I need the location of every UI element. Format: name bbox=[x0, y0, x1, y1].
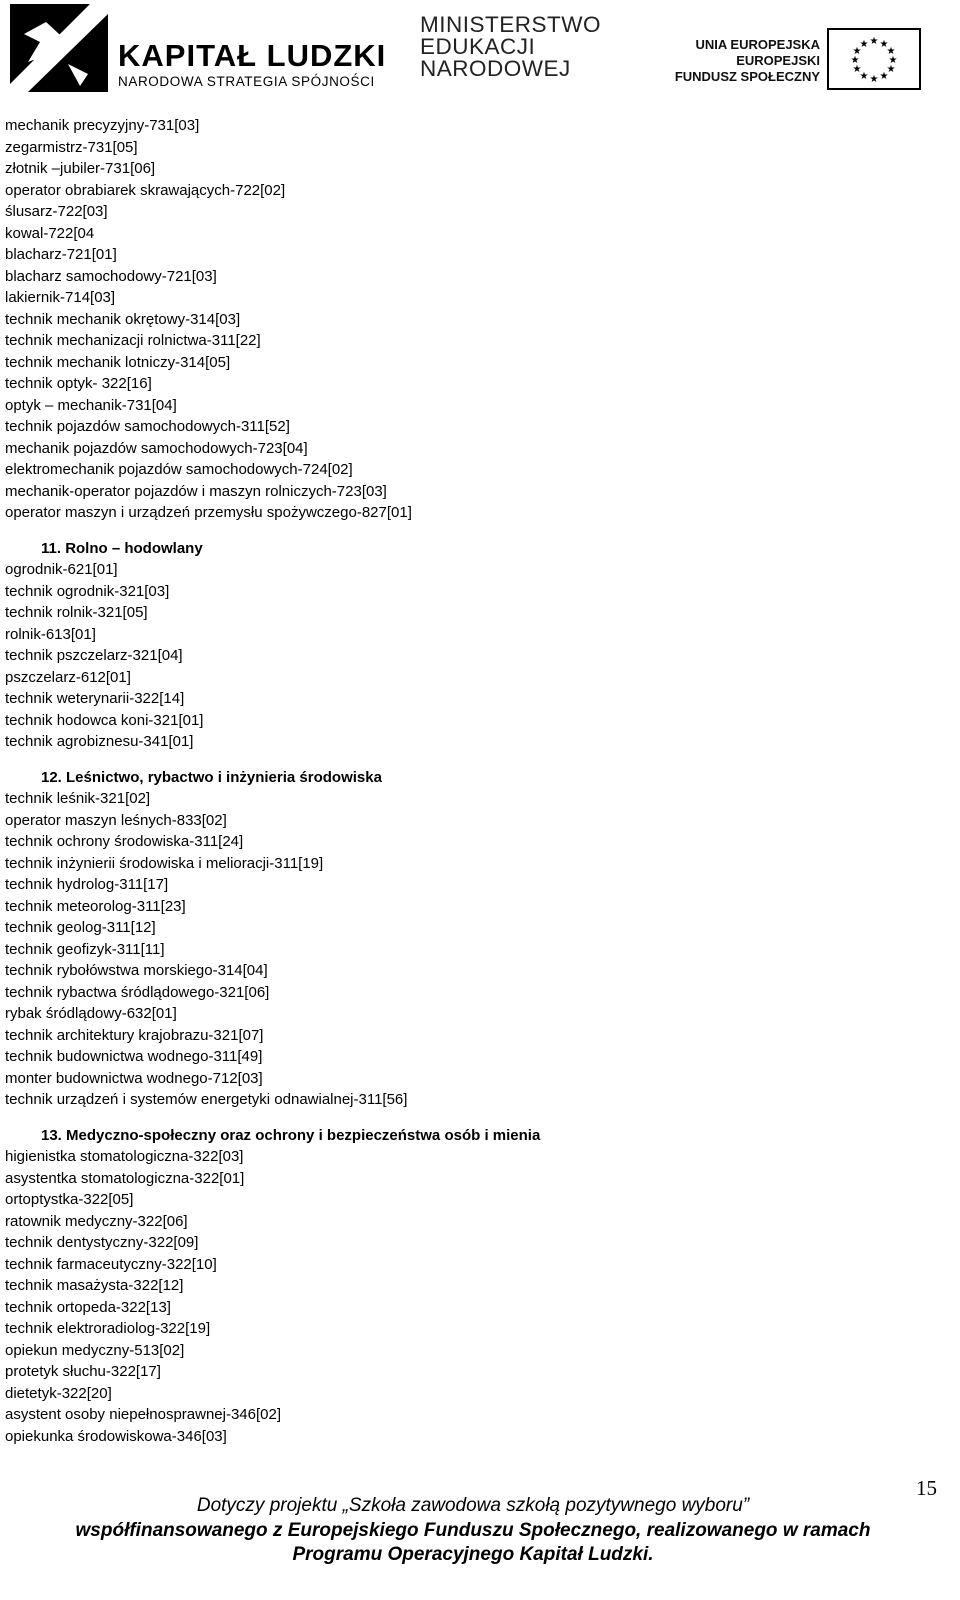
profession-item: technik dentystyczny-322[09] bbox=[5, 1234, 199, 1251]
ministry-logo bbox=[420, 14, 610, 80]
profession-item: technik meteorolog-311[23] bbox=[5, 897, 186, 915]
section-gap bbox=[5, 524, 905, 538]
kapital-ludzki-subtitle: NARODOWA STRATEGIA SPÓJNOŚCI bbox=[118, 74, 375, 89]
ministry-line: MINISTERSTWO bbox=[420, 12, 601, 37]
profession-item: technik rybołówstwa morskiego-314[04] bbox=[5, 962, 268, 979]
profession-item: technik inżynierii środowiska i melioracji-311[19] bbox=[5, 854, 324, 872]
section-heading: 11. Rolno – hodowlany bbox=[41, 539, 203, 557]
profession-item: mechanik pojazdów samochodowych-723[04] bbox=[5, 439, 308, 457]
profession-item: lakiernik-714[03] bbox=[5, 289, 116, 306]
svg-text:★: ★ bbox=[886, 46, 896, 57]
eu-line: FUNDUSZ SPOŁECZNY bbox=[674, 69, 820, 84]
profession-item: operator maszyn leśnych-833[02] bbox=[5, 811, 227, 829]
profession-item: technik architektury krajobrazu-321[07] bbox=[5, 1026, 264, 1044]
profession-item: ślusarz-722[03] bbox=[5, 203, 108, 220]
profession-item: technik leśnik-321[02] bbox=[5, 790, 151, 807]
svg-text:★: ★ bbox=[852, 46, 862, 57]
profession-item: technik urządzeń i systemów energetyki odnawialnej-311[56] bbox=[5, 1091, 408, 1108]
eu-line: UNIA EUROPEJSKA bbox=[695, 37, 820, 52]
profession-item: technik rybactwa śródlądowego-321[06] bbox=[5, 983, 270, 1001]
svg-text:★: ★ bbox=[879, 71, 889, 82]
profession-item: blacharz samochodowy-721[03] bbox=[5, 267, 217, 285]
profession-item: technik weterynarii-322[14] bbox=[5, 690, 185, 707]
footer-program-line: Programu Operacyjnego Kapitał Ludzki. bbox=[292, 1544, 654, 1565]
profession-item: technik pojazdów samochodowych-311[52] bbox=[5, 418, 290, 435]
profession-item: technik pszczelarz-321[04] bbox=[5, 647, 183, 664]
profession-item: technik ogrodnik-321[03] bbox=[5, 582, 170, 600]
svg-text:★: ★ bbox=[886, 64, 896, 75]
profession-item: rybak śródlądowy-632[01] bbox=[5, 1005, 177, 1022]
eu-flag-icon bbox=[827, 28, 921, 90]
profession-item: asystentka stomatologiczna-322[01] bbox=[5, 1169, 245, 1187]
profession-item: technik mechanik lotniczy-314[05] bbox=[5, 353, 231, 371]
profession-item: ogrodnik-621[01] bbox=[5, 561, 118, 578]
profession-item: technik farmaceutyczny-322[10] bbox=[5, 1255, 217, 1273]
svg-text:★: ★ bbox=[852, 64, 862, 75]
svg-text:★: ★ bbox=[869, 36, 879, 47]
profession-item: technik optyk- 322[16] bbox=[5, 375, 152, 392]
svg-text:★: ★ bbox=[888, 55, 898, 66]
svg-text:★: ★ bbox=[859, 39, 869, 50]
eu-logo-text bbox=[660, 37, 820, 85]
profession-item: technik mechanik okrętowy-314[03] bbox=[5, 310, 241, 328]
page-header bbox=[0, 0, 960, 110]
svg-text:★: ★ bbox=[869, 74, 879, 85]
profession-item: higienistka stomatologiczna-322[03] bbox=[5, 1148, 244, 1165]
document-body bbox=[5, 115, 905, 1447]
profession-item: technik mechanizacji rolnictwa-311[22] bbox=[5, 332, 261, 349]
kapital-ludzki-icon bbox=[10, 4, 108, 96]
profession-item: technik ortopeda-322[13] bbox=[5, 1298, 171, 1316]
kapital-ludzki-title: KAPITAŁ LUDZKI bbox=[118, 38, 387, 73]
profession-item: blacharz-721[01] bbox=[5, 246, 117, 263]
svg-text:★: ★ bbox=[850, 55, 860, 66]
ministry-line: NARODOWEJ bbox=[420, 56, 571, 81]
profession-item: zegarmistrz-731[05] bbox=[5, 138, 138, 156]
ministry-line: EDUKACJI bbox=[420, 34, 536, 59]
svg-text:★: ★ bbox=[859, 71, 869, 82]
profession-item: technik hydrolog-311[17] bbox=[5, 876, 169, 893]
profession-item: technik ochrony środowiska-311[24] bbox=[5, 833, 244, 850]
profession-item: technik budownictwa wodnego-311[49] bbox=[5, 1048, 263, 1065]
profession-item: mechanik-operator pojazdów i maszyn rolniczych-723[03] bbox=[5, 482, 387, 500]
profession-item: pszczelarz-612[01] bbox=[5, 668, 131, 686]
profession-item: monter budownictwa wodnego-712[03] bbox=[5, 1069, 263, 1087]
profession-item: operator obrabiarek skrawających-722[02] bbox=[5, 181, 286, 199]
section-heading: 12. Leśnictwo, rybactwo i inżynieria środowiska bbox=[41, 768, 382, 786]
page-footer bbox=[0, 1494, 946, 1568]
footer-project-line: Dotyczy projektu „Szkoła zawodowa szkołą pozytywnego wyboru” bbox=[196, 1495, 750, 1516]
page-number: 15 bbox=[916, 1476, 937, 1500]
profession-item: dietetyk-322[20] bbox=[5, 1384, 112, 1402]
profession-item: technik elektroradiolog-322[19] bbox=[5, 1320, 211, 1337]
kapital-ludzki-logo bbox=[10, 4, 387, 98]
svg-text:★: ★ bbox=[879, 39, 889, 50]
profession-item: technik masażysta-322[12] bbox=[5, 1277, 184, 1294]
profession-item: opiekun medyczny-513[02] bbox=[5, 1341, 185, 1359]
eu-line: EUROPEJSKI bbox=[736, 53, 820, 68]
footer-funding-line: współfinansowanego z Europejskiego Funduszu Społecznego, realizowanego w ramach bbox=[75, 1519, 871, 1541]
profession-item: asystent osoby niepełnosprawnej-346[02] bbox=[5, 1406, 282, 1423]
section-gap bbox=[5, 753, 905, 767]
section-gap bbox=[5, 1111, 905, 1125]
profession-item: rolnik-613[01] bbox=[5, 625, 96, 643]
section-heading: 13. Medyczno-społeczny oraz ochrony i bezpieczeństwa osób i mienia bbox=[41, 1126, 541, 1144]
profession-item: ratownik medyczny-322[06] bbox=[5, 1212, 188, 1230]
profession-item: operator maszyn i urządzeń przemysłu spożywczego-827[01] bbox=[5, 504, 412, 521]
profession-item: technik hodowca koni-321[01] bbox=[5, 711, 204, 729]
profession-item: technik geolog-311[12] bbox=[5, 919, 156, 936]
profession-item: opiekunka środowiskowa-346[03] bbox=[5, 1427, 227, 1445]
profession-item: optyk – mechanik-731[04] bbox=[5, 396, 177, 414]
profession-item: mechanik precyzyjny-731[03] bbox=[5, 117, 200, 134]
profession-item: kowal-722[04 bbox=[5, 224, 95, 242]
profession-item: ortoptystka-322[05] bbox=[5, 1191, 134, 1208]
profession-item: złotnik –jubiler-731[06] bbox=[5, 160, 156, 177]
profession-item: technik geofizyk-311[11] bbox=[5, 940, 165, 958]
profession-item: protetyk słuchu-322[17] bbox=[5, 1363, 161, 1380]
profession-item: technik agrobiznesu-341[01] bbox=[5, 733, 194, 750]
profession-item: elektromechanik pojazdów samochodowych-724[02] bbox=[5, 461, 353, 478]
profession-item: technik rolnik-321[05] bbox=[5, 604, 148, 621]
